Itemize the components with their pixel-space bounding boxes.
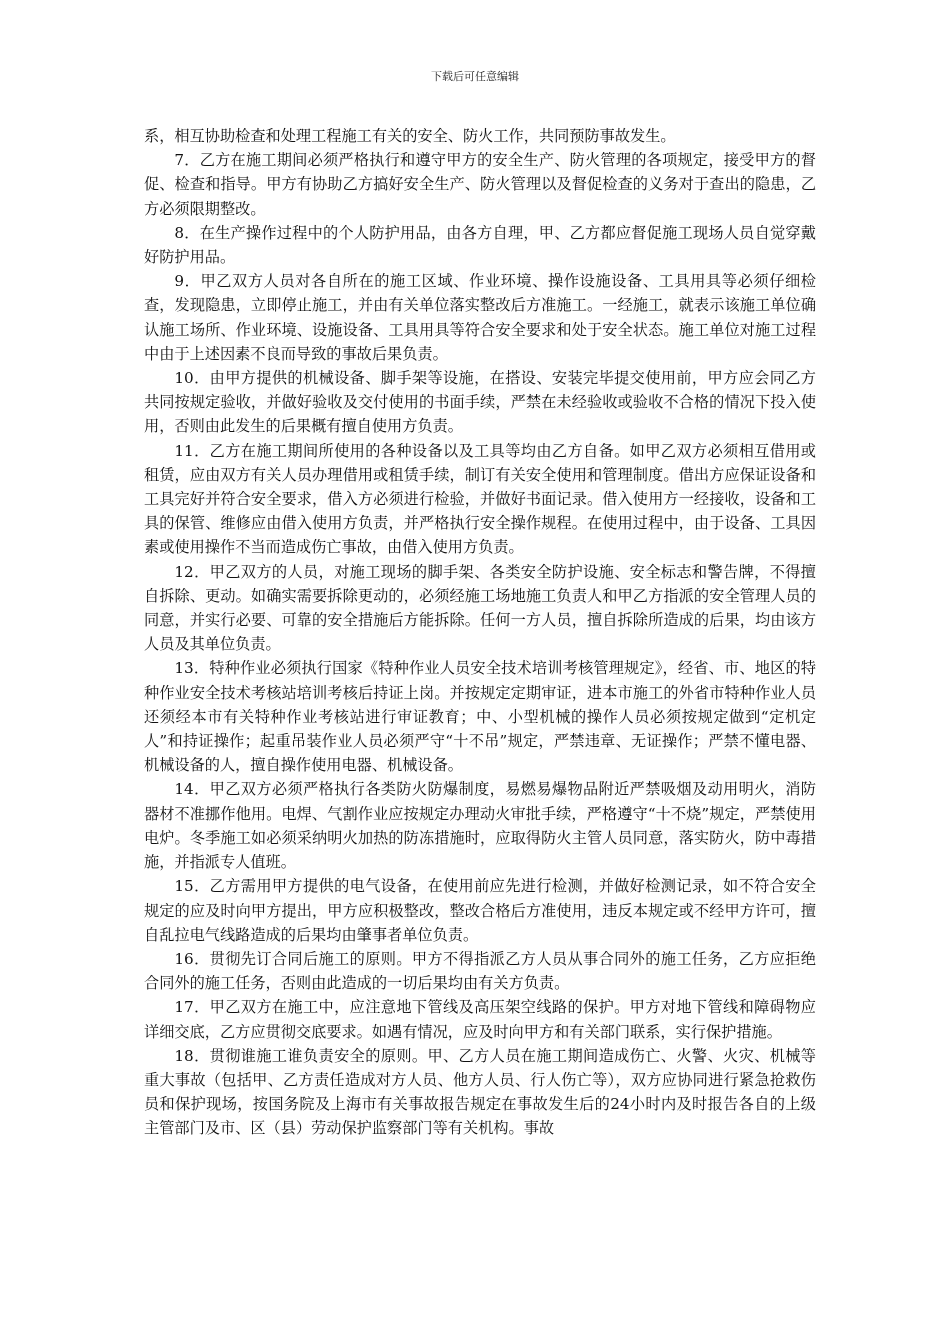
paragraph-clause-12: 12．甲乙双方的人员，对施工现场的脚手架、各类安全防护设施、安全标志和警告牌，不得擅自拆除、更动。如确实需要拆除更动的，必须经施工场地施工负责人和甲乙方指派的安全管理人员的同意，并实行必要、可靠的安全措施后方能拆除。任何一方人员，擅自拆除所造成的后果，均由该方人员及其单位负责。	[144, 562, 816, 654]
paragraph-clause-9: 9．甲乙双方人员对各自所在的施工区域、作业环境、操作设施设备、工具用具等必须仔细检查，发现隐患，立即停止施工，并由有关单位落实整改后方准施工。一经施工，就表示该施工单位确认施工场所、作业环境、设施设备、工具用具等符合安全要求和处于安全状态。施工单位对施工过程中由于上述因素不良而导致的事故后果负责。	[144, 272, 816, 363]
paragraph-clause-7: 7．乙方在施工期间必须严格执行和遵守甲方的安全生产、防火管理的各项规定，接受甲方的督促、检查和指导。甲方有协助乙方搞好安全生产、防火管理以及督促检查的义务对于查出的隐患，乙方必须限期整改。	[144, 151, 816, 218]
paragraph-clause-16: 16．贯彻先订合同后施工的原则。甲方不得指派乙方人员从事合同外的施工任务，乙方应拒绝合同外的施工任务，否则由此造成的一切后果均由有关方负责。	[144, 949, 816, 993]
paragraph-clause-15: 15．乙方需用甲方提供的电气设备，在使用前应先进行检测，并做好检测记录，如不符合安全规定的应及时向甲方提出，甲方应积极整改，整改合格后方准使用，违反本规定或不经甲方许可，擅自乱拉电气线路造成的后果均由肇事者单位负责。	[144, 877, 816, 944]
paragraph-clause-13: 13．特种作业必须执行国家《特种作业人员安全技术培训考核管理规定》，经省、市、地区的特种作业安全技术考核站培训考核后持证上岗。并按规定定期审证，进本市施工的外省市特种作业人员还须经本市有关特种作业考核站进行审证教育；中、小型机械的操作人员必须按规定做到“定机定人”和持证操作；起重吊装作业人员必须严守“十不吊”规定，严禁违章、无证操作；严禁不懂电器、机械设备的人，擅自操作使用电器、机械设备。	[144, 659, 816, 775]
paragraph-continuation: 系，相互协助检查和处理工程施工有关的安全、防火工作，共同预防事故发生。	[144, 127, 676, 145]
paragraph-clause-18: 18．贯彻谁施工谁负责安全的原则。甲、乙方人员在施工期间造成伤亡、火警、火灾、机械等重大事故（包括甲、乙方责任造成对方人员、他方人员、行人伤亡等），双方应协同进行紧急抢救伤员和保护现场，按国务院及上海市有关事故报告规定在事故发生后的24小时内及时报告各自的上级主管部门及市、区（县）劳动保护监察部门等有关机构。事故	[144, 1046, 816, 1138]
paragraph-clause-10: 10．由甲方提供的机械设备、脚手架等设施，在搭设、安装完毕提交使用前，甲方应会同乙方共同按规定验收，并做好验收及交付使用的书面手续，严禁在未经验收或验收不合格的情况下投入使用，否则由此发生的后果概有擅自使用方负责。	[144, 369, 816, 436]
paragraph-clause-8: 8．在生产操作过程中的个人防护用品，由各方自理，甲、乙方都应督促施工现场人员自觉穿戴好防护用品。	[144, 223, 816, 267]
paragraph-clause-14: 14．甲乙双方必须严格执行各类防火防爆制度，易燃易爆物品附近严禁吸烟及动用明火，消防器材不准挪作他用。电焊、气割作业应按规定办理动火审批手续，严格遵守“十不烧”规定，严禁使用电炉。冬季施工如必须采纳明火加热的防冻措施时，应取得防火主管人员同意，落实防火，防中毒措施，并指派专人值班。	[144, 780, 816, 872]
page-header: 下载后可任意编辑	[431, 70, 519, 83]
paragraph-clause-11: 11．乙方在施工期间所使用的各种设备以及工具等均由乙方自备。如甲乙双方必须相互借用或租赁，应由双方有关人员办理借用或租赁手续，制订有关安全使用和管理制度。借出方应保证设备和工具完好并符合安全要求，借入方必须进行检验，并做好书面记录。借入使用方一经接收，设备和工具的保管、维修应由借入使用方负责，并严格执行安全操作规程。在使用过程中，由于设备、工具因素或使用操作不当而造成伤亡事故，由借入使用方负责。	[144, 441, 816, 557]
paragraph-clause-17: 17．甲乙双方在施工中，应注意地下管线及高压架空线路的保护。甲方对地下管线和障碍物应详细交底，乙方应贯彻交底要求。如遇有情况，应及时向甲方和有关部门联系，实行保护措施。	[144, 998, 816, 1041]
document-body	[144, 124, 816, 1141]
